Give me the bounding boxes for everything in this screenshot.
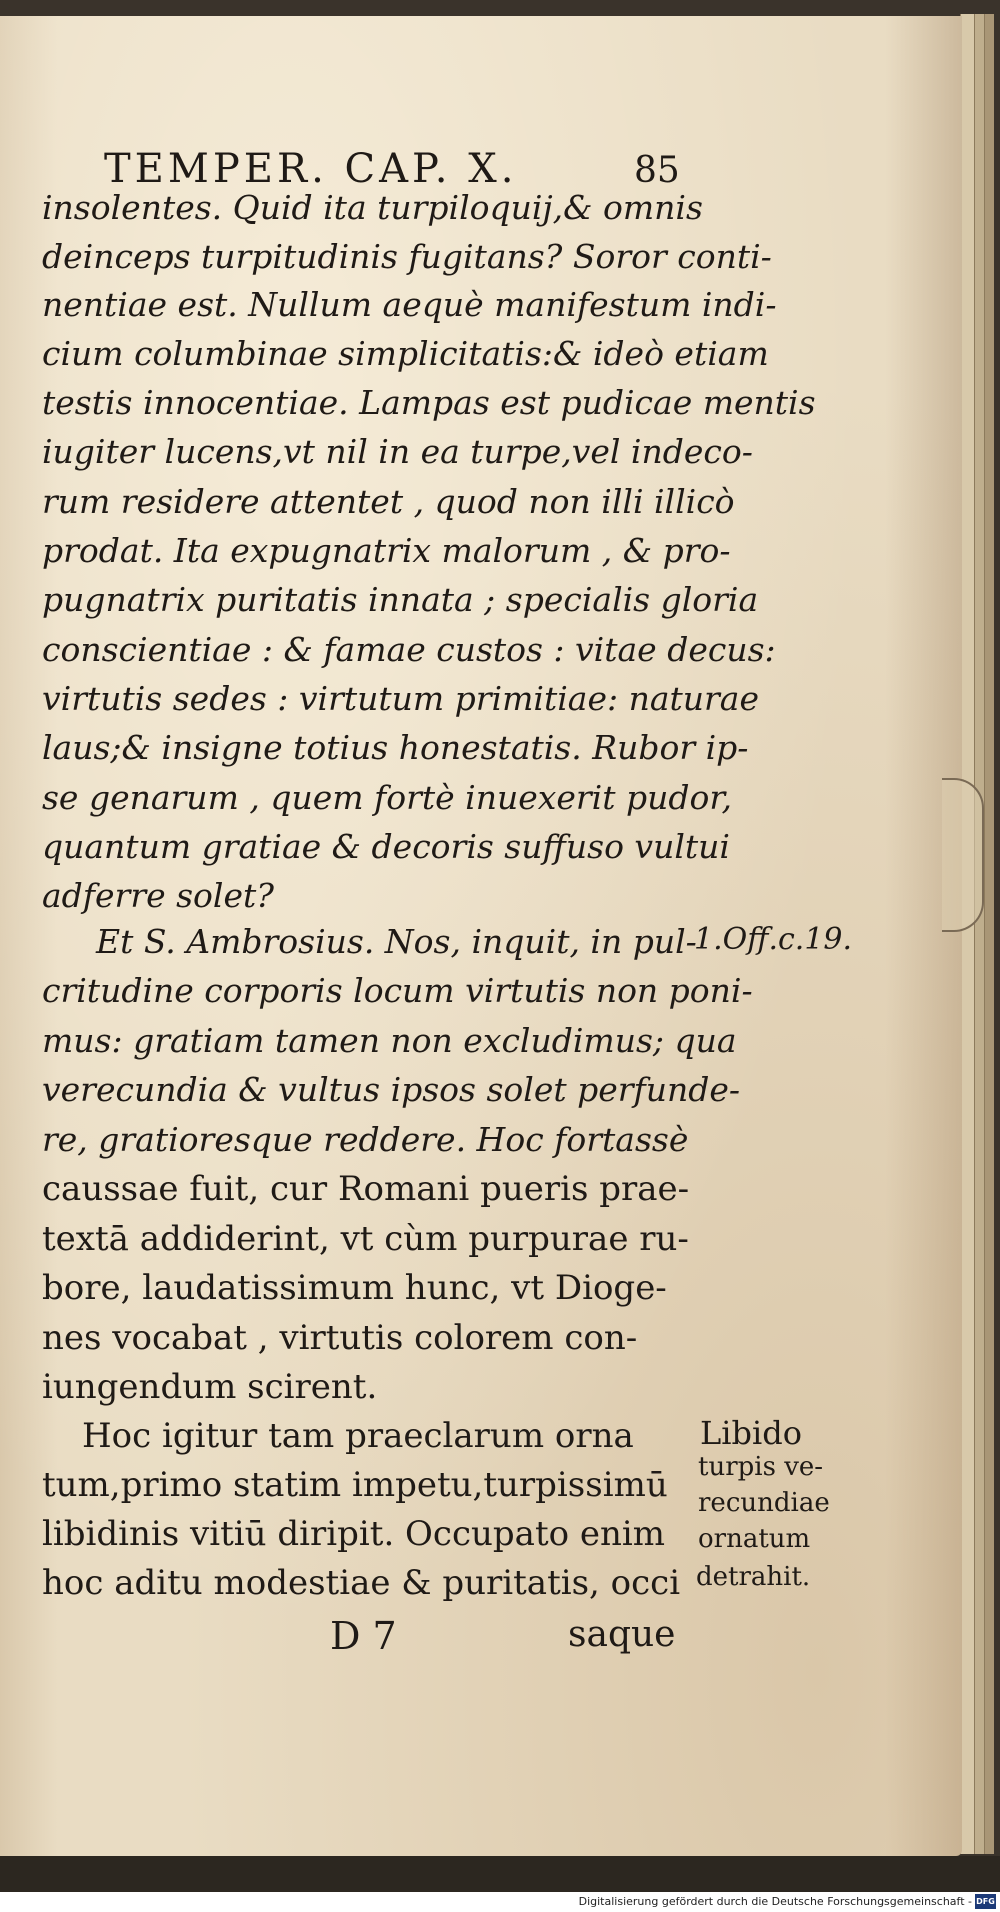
- text-line: verecundia & vultus ipsos solet perfunde-: [42, 1070, 741, 1109]
- margin-note-line: Libido: [700, 1414, 802, 1452]
- margin-note-line: detrahit.: [696, 1562, 811, 1592]
- page-edge: [984, 14, 994, 1854]
- text-line: hoc aditu modestiae & puritatis, occi: [42, 1563, 681, 1603]
- dfg-logo: DFG: [975, 1894, 996, 1909]
- text-line: nes vocabat , virtutis colorem con-: [42, 1318, 638, 1358]
- text-line: laus;& insigne totius honestatis. Rubor ip-: [42, 728, 749, 767]
- text-line: re, gratioresque reddere. Hoc fortassè: [42, 1120, 689, 1159]
- footer-credit: Digitalisierung gefördert durch die Deutsche Forschungsgemeinschaft -: [578, 1895, 972, 1908]
- text-line: cium columbinae simplicitatis:& ideò etiam: [42, 334, 769, 373]
- catchword: saque: [568, 1614, 676, 1655]
- text-line: quantum gratiae & decoris suffuso vultui: [42, 827, 730, 866]
- text-line: nentiae est. Nullum aequè manifestum indi-: [42, 285, 777, 324]
- text-line: caussae fuit, cur Romani pueris prae-: [42, 1169, 690, 1209]
- text-line: Hoc igitur tam praeclarum orna: [82, 1416, 634, 1456]
- text-line: conscientiae : & famae custos : vitae decus:: [42, 630, 776, 669]
- text-line: testis innocentiae. Lampas est pudicae mentis: [42, 383, 816, 422]
- text-line: critudine corporis locum virtutis non poni-: [42, 971, 753, 1010]
- text-line: mus: gratiam tamen non excludimus; qua: [42, 1021, 737, 1060]
- text-line: adferre solet?: [42, 876, 274, 915]
- margin-note-line: recundiae: [698, 1488, 830, 1518]
- text-line: pugnatrix puritatis innata ; specialis gloria: [42, 580, 759, 619]
- scan-bottom-edge: [0, 1856, 1000, 1892]
- text-line: prodat. Ita expugnatrix malorum , & pro-: [42, 531, 731, 570]
- text-line: virtutis sedes : virtutum primitiae: naturae: [42, 679, 760, 718]
- margin-note-reference: 1.Off.c.19.: [694, 922, 853, 957]
- page-clip-tab: [942, 778, 984, 932]
- margin-note-line: ornatum: [698, 1524, 811, 1554]
- text-line: libidinis vitiū diripit. Occupato enim: [42, 1514, 666, 1554]
- text-line: textā addiderint, vt cùm purpurae ru-: [42, 1219, 689, 1259]
- running-head: TEMPER. CAP. X.: [104, 146, 518, 192]
- text-line: insolentes. Quid ita turpiloquij,& omnis: [42, 188, 703, 227]
- page-edge: [960, 14, 975, 1854]
- book-page: [0, 16, 962, 1856]
- text-line: deinceps turpitudinis fugitans? Soror conti-: [42, 237, 772, 276]
- digitization-footer: [0, 1892, 1000, 1912]
- text-line: rum residere attentet , quod non illi illicò: [42, 482, 735, 521]
- margin-note-line: turpis ve-: [698, 1452, 824, 1482]
- text-line: se genarum , quem fortè inuexerit pudor,: [42, 778, 732, 817]
- page-number: 85: [634, 150, 680, 191]
- text-line: iugiter lucens,vt nil in ea turpe,vel indeco-: [42, 432, 753, 471]
- text-line: tum,primo statim impetu,turpissimū: [42, 1465, 668, 1505]
- text-line: bore, laudatissimum hunc, vt Dioge-: [42, 1268, 667, 1308]
- signature-mark: D 7: [330, 1614, 397, 1658]
- text-line: Et S. Ambrosius. Nos, inquit, in pul-: [96, 922, 697, 961]
- text-line: iungendum scirent.: [42, 1367, 378, 1407]
